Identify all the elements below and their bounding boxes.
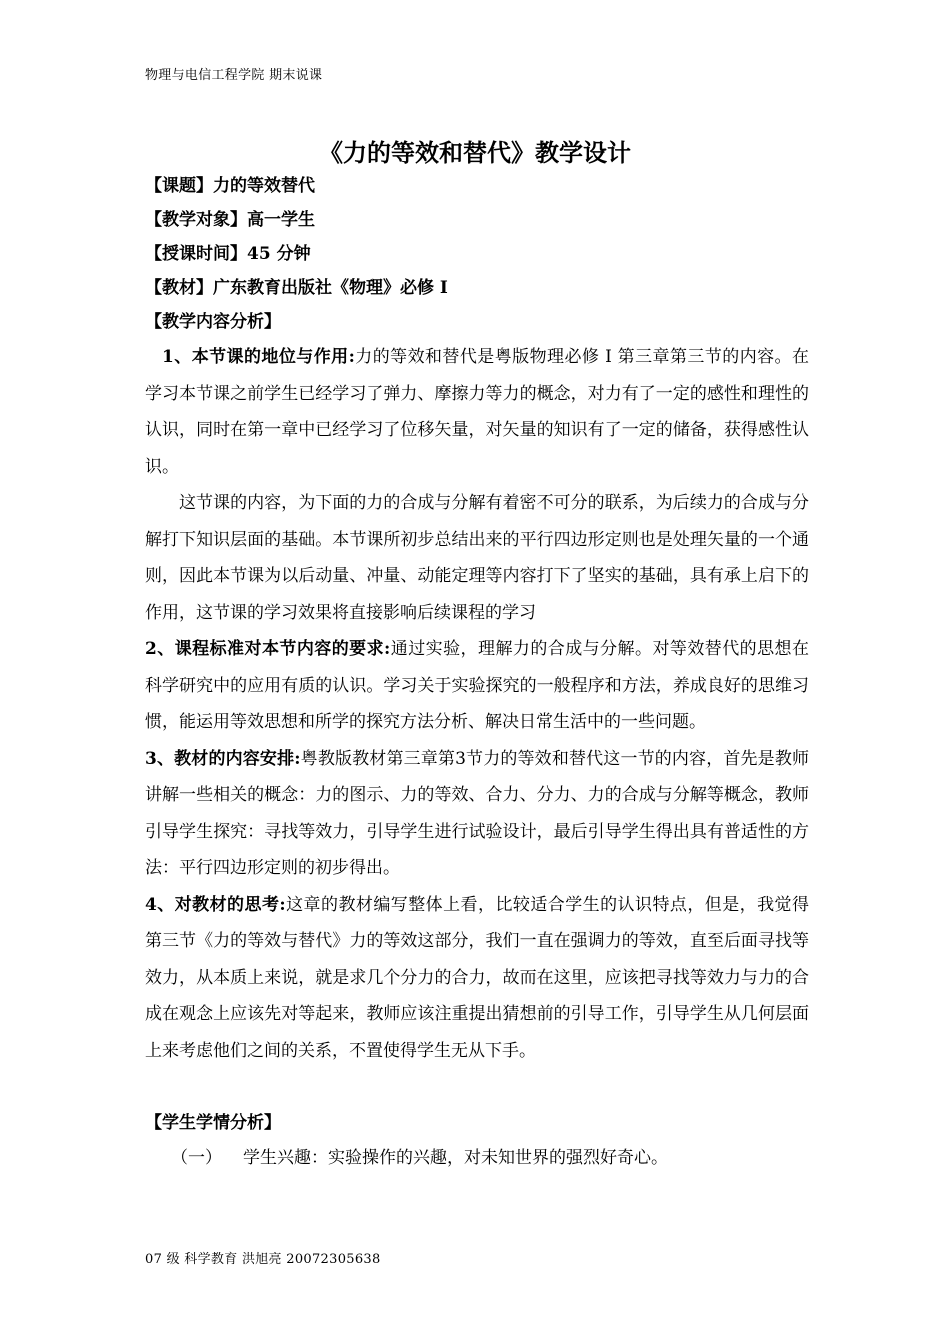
section-position-role [145, 339, 809, 485]
document-body [145, 169, 809, 1177]
topic-line: 【课题】力的等效替代 [145, 176, 315, 196]
section-text: 这节课的内容，为下面的力的合成与分解有着密不可分的联系，为后续力的合成与分解打下知识层面的基础。本节课所初步总结出来的平行四边形定则也是处理矢量的一个通则，因此本节课为以后动量、冲量、动能定理等内容打下了坚实的基础，具有承上启下的作用，这节课的学习效果将直接影响后续课程的学习 [145, 493, 809, 623]
page-footer: 07 级 科学教育 洪旭亮 20072305638 [145, 1252, 381, 1267]
textbook-line: 【教材】广东教育出版社《物理》必修 I [145, 278, 448, 298]
content-analysis-heading: 【教学内容分析】 [145, 312, 281, 332]
page-header: 物理与电信工程学院 期末说课 [145, 68, 323, 83]
section-text: 力的等效和替代是粤版物理必修 I 第三章第三节的内容。在学习本节课之前学生已经学习了弹力、摩擦力等力的概念，对力有了一定的感性和理性的认识，同时在第一章中已经学习了位移矢量，对矢量的知识有了一定的储备，获得感性认识。 [145, 347, 809, 477]
section-label: 2、课程标准对本节内容的要求: [145, 639, 391, 659]
duration-line: 【授课时间】45 分钟 [145, 244, 311, 264]
section-label: 3、教材的内容安排: [145, 748, 301, 769]
blank-line [145, 1069, 809, 1106]
student-analysis-item [145, 1140, 809, 1177]
section-connection-paragraph [145, 485, 809, 631]
document-title: 《力的等效和替代》教学设计 [319, 139, 631, 167]
student-analysis-heading: 【学生学情分析】 [145, 1113, 281, 1133]
section-textbook-arrangement [145, 741, 809, 887]
section-label: 4、对教材的思考: [145, 894, 286, 915]
section-textbook-reflection [145, 887, 809, 1070]
section-curriculum-standard [145, 631, 809, 741]
section-text: 通过实验，理解力的合成与分解。对等效替代的思想在科学研究中的应用有质的认识。学习关于实验探究的一般程序和方法，养成良好的思维习惯，能运用等效思想和所学的探究方法分析、解决日常生活中的一些问题。 [145, 639, 809, 732]
audience-line: 【教学对象】高一学生 [145, 210, 315, 230]
section-label: 1、本节课的地位与作用: [162, 347, 355, 367]
section-text: 这章的教材编写整体上看，比较适合学生的认识特点，但是，我觉得第三节《力的等效与替代》力的等效这部分，我们一直在强调力的等效，直至后面寻找等效力，从本质上来说，就是求几个分力的合力，故而在这里，应该把寻找等效力与力的合成在观念上应该先对等起来，教师应该注重提出猜想前的引导工作，引导学生从几何层面上来考虑他们之间的关系，不置使得学生无从下手。 [145, 894, 810, 1061]
item-number: （一） [171, 1148, 222, 1168]
item-text: 学生兴趣：实验操作的兴趣，对未知世界的强烈好奇心。 [243, 1148, 668, 1168]
section-text: 粤教版教材第三章第3节力的等效和替代这一节的内容，首先是教师讲解一些相关的概念：力的图示、力的等效、合力、分力、力的合成与分解等概念，教师引导学生探究：寻找等效力，引导学生进行试验设计，最后引导学生得出具有普适性的方法：平行四边形定则的初步得出。 [145, 748, 809, 878]
